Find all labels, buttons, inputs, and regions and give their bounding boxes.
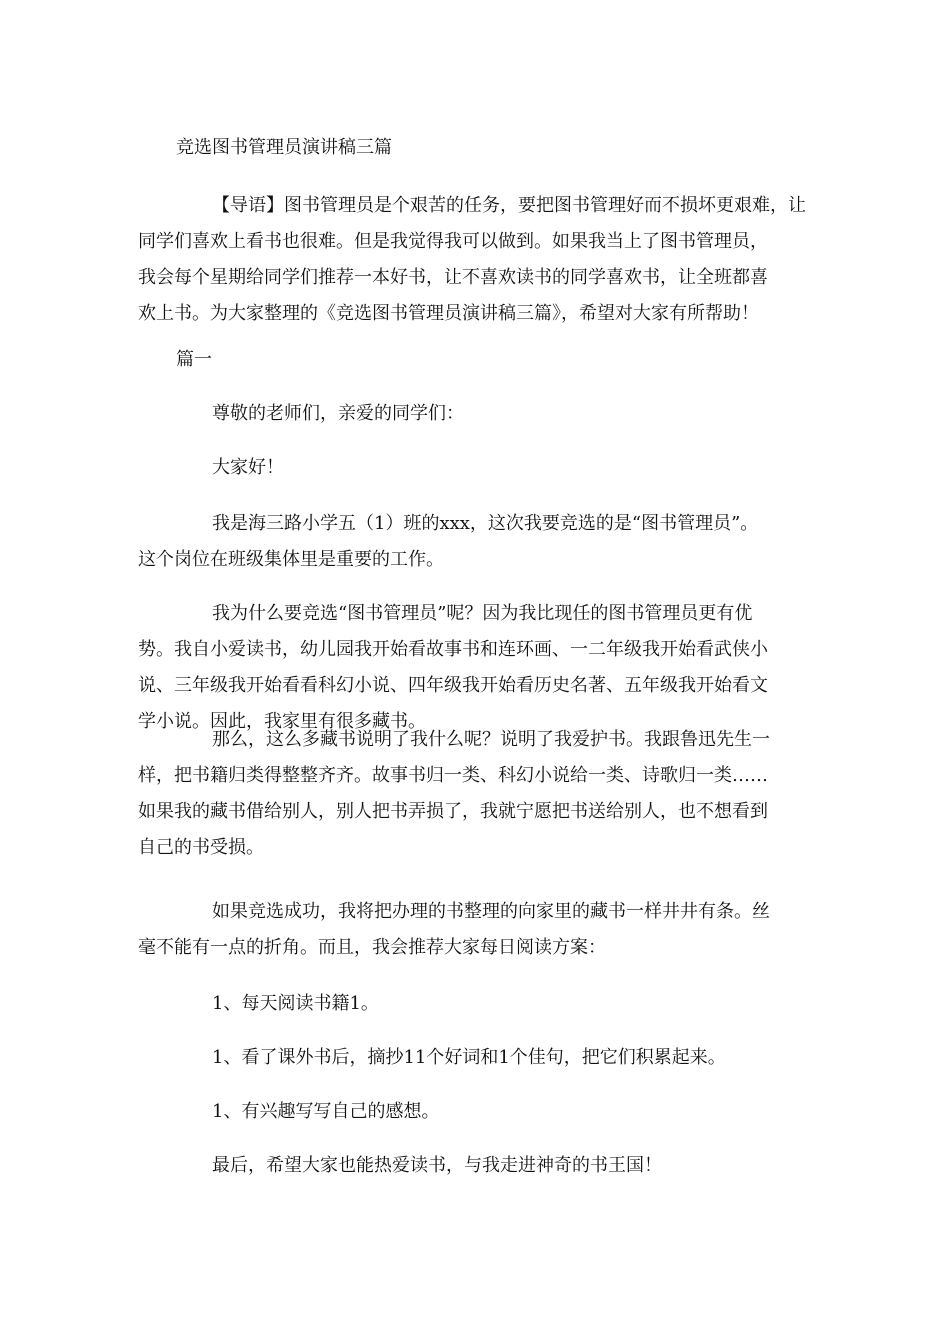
paragraph-line: 势。我自小爱读书，幼儿园我开始看故事书和连环画、一二年级我开始看武侠小 (138, 639, 768, 660)
list-item (138, 1094, 808, 1130)
list-item-text: 1、每天阅读书籍1。 (212, 993, 379, 1014)
document-title: 竞选图书管理员演讲稿三篇 (176, 137, 392, 158)
paragraph-line: 欢上书。为大家整理的《竞选图书管理员演讲稿三篇》，希望对大家有所帮助！ (138, 303, 759, 324)
paragraph-line: 如果竞选成功，我将把办理的书整理的向家里的藏书一样井井有条。丝 (212, 901, 770, 922)
salutation-paragraph (138, 396, 808, 432)
body-paragraph (138, 596, 808, 740)
paragraph-line: 毫不能有一点的折角。而且，我会推荐大家每日阅读方案： (138, 937, 606, 958)
paragraph-line: 如果我的藏书借给别人，别人把书弄损了，我就宁愿把书送给别人，也不想看到 (138, 801, 768, 822)
paragraph-line: 这个岗位在班级集体里是重要的工作。 (138, 549, 444, 570)
intro-paragraph (138, 188, 808, 332)
list-item-text: 1、看了课外书后，摘抄11个好词和1个佳句，把它们积累起来。 (212, 1047, 726, 1068)
body-paragraph (138, 894, 808, 966)
body-paragraph (138, 722, 808, 866)
paragraph-line: 【导语】图书管理员是个艰苦的任务，要把图书管理好而不损坏更艰难，让 (212, 195, 806, 216)
list-item-text: 1、有兴趣写写自己的感想。 (212, 1101, 440, 1122)
list-item (138, 986, 808, 1022)
paragraph-line: 大家好！ (212, 457, 284, 478)
section-heading (138, 342, 808, 378)
paragraph-line: 说、三年级我开始看看科幻小说、四年级我开始看历史名著、五年级我开始看文 (138, 675, 768, 696)
paragraph-line: 我是海三路小学五（1）班的xxx，这次我要竞选的是“图书管理员”。 (212, 513, 759, 534)
paragraph-line: 同学们喜欢上看书也很难。但是我觉得我可以做到。如果我当上了图书管理员， (138, 231, 768, 252)
paragraph-line: 样，把书籍归类得整整齐齐。故事书归一类、科幻小说给一类、诗歌归一类…… (138, 765, 768, 786)
body-paragraph (138, 506, 808, 578)
paragraph-line: 学小说。因此，我家里有很多藏书。 (138, 711, 426, 732)
paragraph-line: 我为什么要竞选“图书管理员”呢？因为我比现任的图书管理员更有优 (212, 603, 753, 624)
paragraph-line: 自己的书受损。 (138, 837, 264, 858)
greeting-paragraph (138, 450, 808, 486)
paragraph-line: 尊敬的老师们，亲爱的同学们： (212, 403, 464, 424)
section-heading-text: 篇一 (176, 349, 212, 370)
list-item (138, 1040, 808, 1076)
paragraph-line: 那么，这么多藏书说明了我什么呢？说明了我爱护书。我跟鲁迅先生一 (212, 729, 770, 750)
paragraph-line: 我会每个星期给同学们推荐一本好书，让不喜欢读书的同学喜欢书，让全班都喜 (138, 267, 768, 288)
closing-paragraph (138, 1148, 808, 1184)
paragraph-line: 最后，希望大家也能热爱读书，与我走进神奇的书王国！ (212, 1155, 662, 1176)
